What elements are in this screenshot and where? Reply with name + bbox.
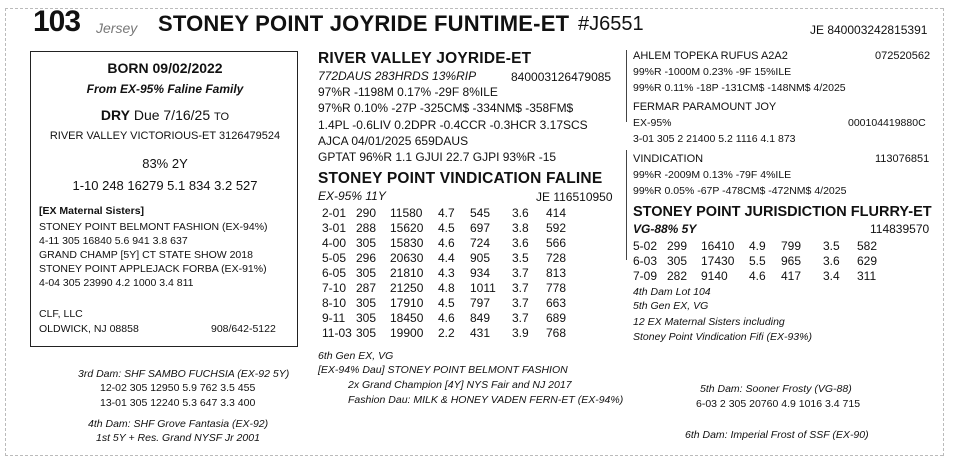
lactation-cell: 3.6 <box>512 205 529 220</box>
lactation-cell: 431 <box>470 325 491 340</box>
sister-line: STONEY POINT APPLEJACK FORBA (EX-91%) <box>39 263 267 275</box>
owner-address: OLDWICK, NJ 08858 <box>39 323 139 335</box>
page-border-left <box>5 8 6 456</box>
dam-dam-classification: VG-88% 5Y <box>633 222 697 236</box>
third-dam-record: 12-02 305 12950 5.9 762 3.5 455 <box>100 382 256 394</box>
lactation-row <box>322 250 580 265</box>
lactation-cell: 7-09 <box>633 268 658 283</box>
sire-sire-name: AHLEM TOPEKA RUFUS A2A2 <box>633 50 788 62</box>
third-dam-record: 13-01 305 12240 5.3 647 3.3 400 <box>100 397 256 409</box>
lactation-cell: 697 <box>470 220 491 235</box>
sire-proof-line: 97%R -1198M 0.17% -29F 8%ILE <box>318 85 498 99</box>
lactation-cell: 21250 <box>390 280 424 295</box>
lactation-cell: 813 <box>546 265 567 280</box>
lactation-cell: 4.9 <box>749 238 766 253</box>
sire-sire-registration: 072520562 <box>875 50 931 62</box>
sire-proof-line: GPTAT 96%R 1.1 GJUI 22.7 GJPI 93%R -15 <box>318 150 557 164</box>
lactation-cell: 3.7 <box>512 310 529 325</box>
breed-label: Jersey <box>96 20 138 36</box>
dam-name: STONEY POINT VINDICATION FALINE <box>318 170 603 187</box>
bracket-line <box>626 150 627 260</box>
lactation-cell: 3.7 <box>512 265 529 280</box>
lactation-cell: 2.2 <box>438 325 455 340</box>
lactation-cell: 905 <box>470 250 491 265</box>
sire-dam-record: 3-01 305 2 21400 5.2 1116 4.1 873 <box>633 133 796 145</box>
lactation-cell: 6-05 <box>322 265 347 280</box>
sixth-dam: 6th Dam: Imperial Frost of SSF (EX-90) <box>685 429 869 441</box>
lactation-cell: 797 <box>470 295 491 310</box>
lactation-row <box>322 325 580 340</box>
dam-sire-registration: 113076851 <box>875 153 930 165</box>
lactation-cell: 296 <box>356 250 377 265</box>
sire-proof-line: 97%R 0.10% -27P -325CM$ -334NM$ -358FM$ <box>318 101 574 115</box>
page-border-bottom <box>5 455 943 456</box>
sister-line: STONEY POINT BELMONT FASHION (EX-94%) <box>39 221 268 233</box>
dam-dam-note: 4th Dam Lot 104 <box>633 286 711 298</box>
lactation-cell: 689 <box>546 310 567 325</box>
lactation-cell: 663 <box>546 295 567 310</box>
lactation-cell: 20630 <box>390 250 424 265</box>
sisters-header: [EX Maternal Sisters] <box>39 205 145 217</box>
animal-id: #J6551 <box>578 13 644 35</box>
lactation-cell: 934 <box>470 265 491 280</box>
lactation-cell: 1011 <box>470 280 496 295</box>
lactation-cell: 9140 <box>701 268 728 283</box>
lactation-row <box>633 253 891 268</box>
lactation-cell: 4.7 <box>438 205 455 220</box>
lactation-cell: 4.8 <box>438 280 455 295</box>
dam-note: 2x Grand Champion [4Y] NYS Fair and NJ 2017 <box>348 379 572 391</box>
lactation-cell: 305 <box>356 235 377 250</box>
lactation-cell: 849 <box>470 310 491 325</box>
lactation-row <box>322 235 580 250</box>
lactation-cell: 311 <box>857 268 877 283</box>
lactation-cell: 17430 <box>701 253 735 268</box>
dry-label: DRY <box>100 107 130 123</box>
dam-note: 6th Gen EX, VG <box>318 350 394 362</box>
lactation-cell: 417 <box>781 268 802 283</box>
dam-lactation-table <box>322 205 580 340</box>
lactation-row <box>322 280 580 295</box>
lactation-cell: 728 <box>546 250 567 265</box>
to-label: TO <box>214 111 230 123</box>
lactation-cell: 288 <box>356 220 377 235</box>
sister-line: 4-11 305 16840 5.6 941 3.8 637 <box>39 235 188 247</box>
lactation-cell: 3.7 <box>512 295 529 310</box>
lactation-cell: 18450 <box>390 310 424 325</box>
lactation-cell: 5-02 <box>633 238 658 253</box>
lactation-cell: 3.6 <box>823 253 840 268</box>
sire-sire-proof: 99%R 0.11% -18P -131CM$ -148NM$ 4/2025 <box>633 82 846 94</box>
animal-name: STONEY POINT JOYRIDE FUNTIME-ET <box>158 11 570 36</box>
lactation-cell: 3.5 <box>823 238 840 253</box>
dam-dam-registration: 114839570 <box>870 222 930 236</box>
lactation-cell: 11-03 <box>322 325 352 340</box>
dam-dam-name: STONEY POINT JURISDICTION FLURRY-ET <box>633 204 932 220</box>
lactation-cell: 16410 <box>701 238 735 253</box>
lactation-row <box>322 220 580 235</box>
lactation-cell: 4.6 <box>438 310 455 325</box>
sire-proof-line: 1.4PL -0.6LIV 0.2DPR -0.4CCR -0.3HCR 3.17SCS <box>318 118 588 132</box>
lactation-row <box>322 295 580 310</box>
lactation-cell: 9-11 <box>322 310 346 325</box>
lactation-cell: 15830 <box>390 235 424 250</box>
lactation-cell: 4-00 <box>322 235 347 250</box>
due-date: Due 7/16/25 <box>133 107 211 123</box>
lactation-cell: 4.6 <box>438 235 455 250</box>
family-note: From EX-95% Faline Family <box>86 82 244 96</box>
dam-dam-note: 12 EX Maternal Sisters including <box>633 316 785 328</box>
service-sire: RIVER VALLEY VICTORIOUS-ET 3126479524 <box>49 130 281 142</box>
lactation-cell: 287 <box>356 280 377 295</box>
registration-number: JE 840003242815391 <box>810 23 928 37</box>
fifth-dam-record: 6-03 2 305 20760 4.9 1016 3.4 715 <box>696 398 861 410</box>
lactation-cell: 8-10 <box>322 295 347 310</box>
lactation-cell: 3.6 <box>512 235 529 250</box>
lactation-cell: 768 <box>546 325 567 340</box>
info-box <box>30 51 298 347</box>
classification: 83% 2Y <box>142 156 188 171</box>
dam-dam-lactation-table <box>633 238 891 283</box>
lactation-cell: 3.5 <box>512 250 529 265</box>
dam-dam-note: 5th Gen EX, VG <box>633 300 709 312</box>
third-dam: 3rd Dam: SHF SAMBO FUCHSIA (EX-92 5Y) <box>78 368 290 380</box>
lactation-cell: 11580 <box>390 205 423 220</box>
lactation-cell: 965 <box>781 253 802 268</box>
dam-sire-name: VINDICATION <box>633 153 704 165</box>
lactation-cell: 592 <box>546 220 567 235</box>
lactation-cell: 305 <box>667 253 688 268</box>
lactation-cell: 5.5 <box>749 253 766 268</box>
lactation-cell: 545 <box>470 205 491 220</box>
dam-dam-note: Stoney Point Vindication Fifi (EX-93%) <box>633 331 812 343</box>
lactation-cell: 3-01 <box>322 220 347 235</box>
sire-dam-name: FERMAR PARAMOUNT JOY <box>633 101 777 113</box>
owner-name: CLF, LLC <box>39 308 83 320</box>
sire-stats: 772DAUS 283HRDS 13%RIP <box>318 69 477 83</box>
lactation-cell: 582 <box>857 238 878 253</box>
fifth-dam: 5th Dam: Sooner Frosty (VG-88) <box>700 383 852 395</box>
lactation-cell: 629 <box>857 253 878 268</box>
dam-registration: JE 116510950 <box>536 190 613 204</box>
owner-phone: 908/642-5122 <box>211 323 276 335</box>
lactation-cell: 5-05 <box>322 250 347 265</box>
lactation-cell: 3.7 <box>512 280 529 295</box>
dam-sire-proof: 99%R -2009M 0.13% -79F 4%ILE <box>633 169 792 181</box>
lactation-cell: 778 <box>546 280 567 295</box>
sire-dam-registration: 000104419880C <box>848 117 926 129</box>
lactation-cell: 305 <box>356 265 377 280</box>
lactation-cell: 305 <box>356 295 377 310</box>
lactation-cell: 2-01 <box>322 205 347 220</box>
lactation-row <box>322 205 580 220</box>
lactation-cell: 4.4 <box>438 250 455 265</box>
dam-classification: EX-95% 11Y <box>318 189 386 203</box>
lactation-cell: 566 <box>546 235 567 250</box>
sister-line: 4-04 305 23990 4.2 1000 3.4 811 <box>39 277 194 289</box>
lactation-cell: 3.8 <box>512 220 529 235</box>
lactation-cell: 7-10 <box>322 280 347 295</box>
lactation-cell: 17910 <box>390 295 424 310</box>
dam-sire-proof: 99%R 0.05% -67P -478CM$ -472NM$ 4/2025 <box>633 185 847 197</box>
sire-proof-line: AJCA 04/01/2025 659DAUS <box>318 134 469 148</box>
lactation-cell: 290 <box>356 205 377 220</box>
sire-sire-proof: 99%R -1000M 0.23% -9F 15%ILE <box>633 66 792 78</box>
sister-line: GRAND CHAMP [5Y] CT STATE SHOW 2018 <box>39 249 253 261</box>
lactation-cell: 299 <box>667 238 688 253</box>
sire-name: RIVER VALLEY JOYRIDE-ET <box>318 50 532 67</box>
lactation-cell: 4.5 <box>438 220 455 235</box>
bracket-line <box>626 50 627 122</box>
lactation-cell: 305 <box>356 310 377 325</box>
lactation-cell: 305 <box>356 325 377 340</box>
lactation-cell: 3.4 <box>823 268 840 283</box>
lactation-cell: 15620 <box>390 220 424 235</box>
dam-note: Fashion Dau: MILK & HONEY VADEN FERN-ET (EX-94%) <box>348 394 624 406</box>
dam-note: [EX-94% Dau] STONEY POINT BELMONT FASHION <box>318 364 568 376</box>
lactation-cell: 4.3 <box>438 265 455 280</box>
fourth-dam: 4th Dam: SHF Grove Fantasia (EX-92) <box>88 418 269 430</box>
lot-number: 103 <box>33 5 81 38</box>
lactation-row <box>633 268 891 283</box>
lactation-cell: 4.6 <box>749 268 766 283</box>
lactation-cell: 19900 <box>390 325 424 340</box>
born-date: BORN 09/02/2022 <box>107 60 223 76</box>
dry-due <box>31 107 299 123</box>
sire-registration: 840003126479085 <box>511 70 612 84</box>
production-record: 1-10 248 16279 5.1 834 3.2 527 <box>72 178 258 193</box>
lactation-row <box>633 238 891 253</box>
page-border-right <box>943 8 944 456</box>
lactation-cell: 414 <box>546 205 567 220</box>
lactation-cell: 799 <box>781 238 802 253</box>
lactation-row <box>322 265 580 280</box>
sire-dam-classification: EX-95% <box>633 117 672 129</box>
lactation-cell: 6-03 <box>633 253 658 268</box>
fourth-dam-note: 1st 5Y + Res. Grand NYSF Jr 2001 <box>96 432 260 444</box>
lactation-cell: 3.9 <box>512 325 529 340</box>
page-border-top <box>5 8 943 9</box>
lactation-cell: 21810 <box>390 265 424 280</box>
lactation-cell: 282 <box>667 268 688 283</box>
lactation-cell: 4.5 <box>438 295 455 310</box>
lactation-row <box>322 310 580 325</box>
lactation-cell: 724 <box>470 235 491 250</box>
